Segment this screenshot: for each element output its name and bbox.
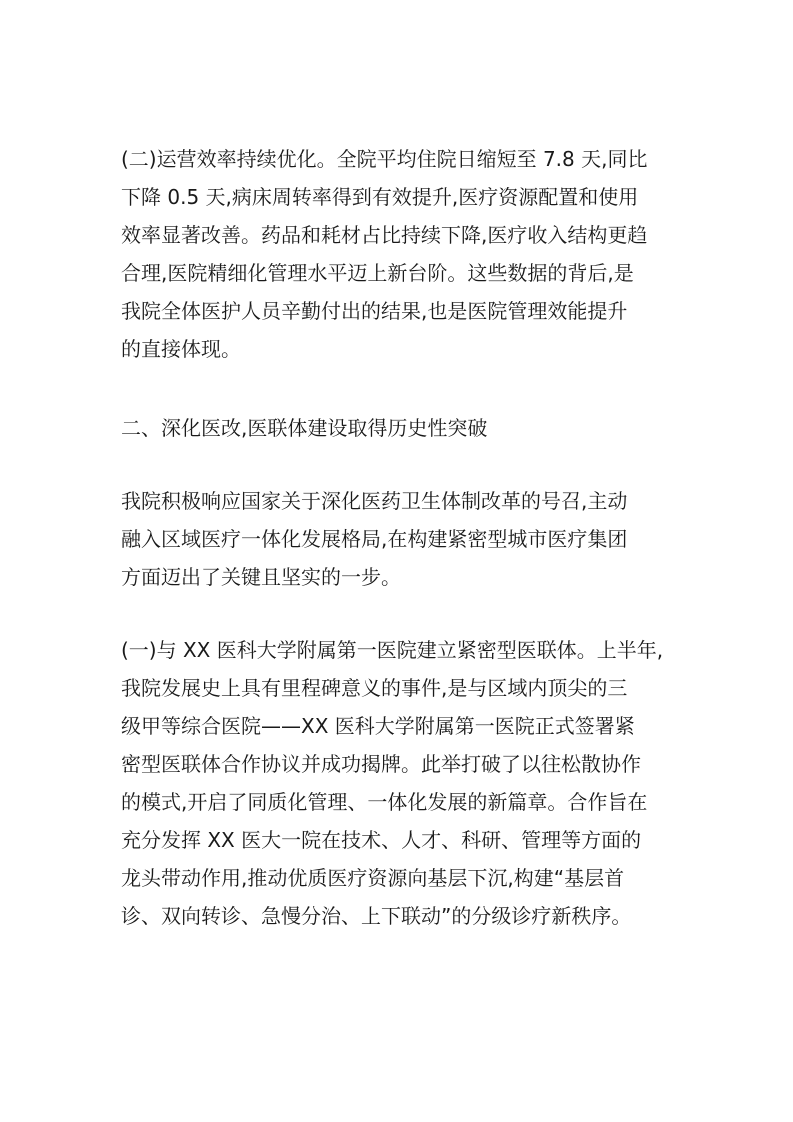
paragraph-spacer	[121, 368, 681, 409]
document-page	[121, 140, 681, 935]
paragraph-spacer	[121, 596, 681, 631]
section-heading-medical-reform: 二、深化医改,医联体建设取得历史性突破	[121, 416, 488, 440]
paragraph-spacer	[121, 447, 681, 482]
paragraph-reform-intro: 我院积极响应国家关于深化医药卫生体制改革的号召,主动 融入区域医疗一体化发展格局,在构建紧密型城市医疗集团 方面迈出了关键且坚实的一步。	[121, 489, 628, 589]
paragraph-operational-efficiency: (二)运营效率持续优化。全院平均住院日缩短至 7.8 天,同比 下降 0.5 天,病床周转率得到有效提升,医疗资源配置和使用 效率显著改善。药品和耗材占比持续下降,医疗收入结构更趋 合理,医院精细化管理水平迈上新台阶。这些数据的背后,是 我院全体医护人员辛勤付出的结果,也是医院管理效能提升 的直接体现。	[121, 147, 648, 361]
paragraph-medical-alliance: (一)与 XX 医科大学附属第一医院建立紧密型医联体。上半年, 我院发展史上具有里程碑意义的事件,是与区域内顶尖的三 级甲等综合医院——XX 医科大学附属第一医院正式签署紧 密型医联体合作协议并成功揭牌。此举打破了以往松散协作 的模式,开启了同质化管理、一体化发展的新篇章。合作旨在 充分发挥 XX 医大一院在技术、人才、科研、管理等方面的 龙头带动作用,推动优质医疗资源向基层下沉,构建“基层首 诊、双向转诊、急慢分治、上下联动”的分级诊疗新秩序。	[121, 638, 664, 928]
